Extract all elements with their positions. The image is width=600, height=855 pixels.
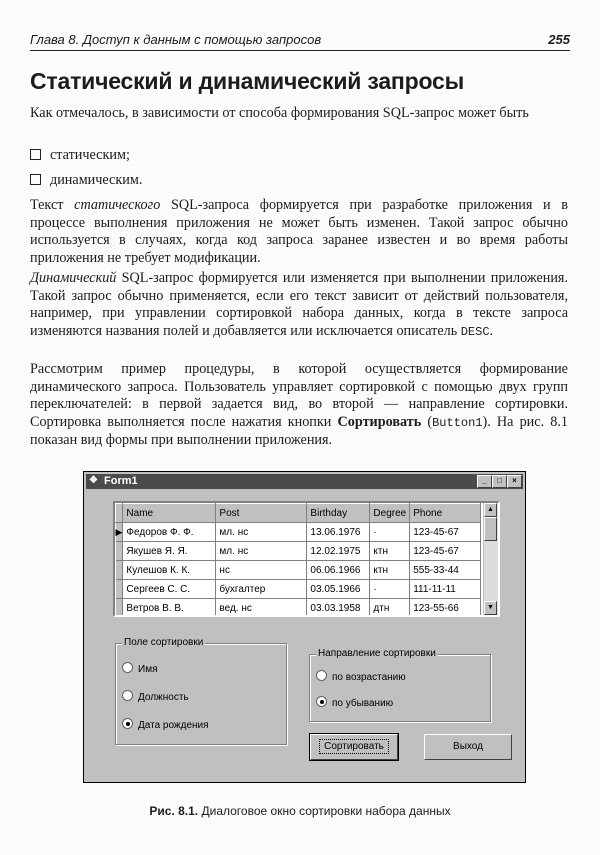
checkbox-bullet-icon bbox=[30, 149, 41, 160]
cell-post[interactable]: мл. нс bbox=[216, 523, 307, 542]
row-indicator bbox=[116, 599, 123, 618]
sort-field-group bbox=[115, 637, 287, 745]
row-indicator bbox=[116, 580, 123, 599]
table-row[interactable] bbox=[116, 561, 481, 580]
text-run: Рассмотрим пример процедуры, в которой осуществляется формирование динамического запроса. Пользователь управляет сортировкой с помощью двух групп переключателей: в первой задается вид, во второй — направление сортировки. Сортировка выполняется после нажатия кнопки bbox=[30, 361, 568, 430]
cell-name[interactable]: Ветров В. В. bbox=[123, 599, 216, 618]
cell-birthday[interactable]: 06.06.1966 bbox=[307, 561, 370, 580]
table-row[interactable] bbox=[116, 580, 481, 599]
row-indicator bbox=[116, 542, 123, 561]
column-header-birthday[interactable]: Birthday bbox=[307, 504, 370, 523]
app-icon: ❖ bbox=[89, 475, 98, 486]
maximize-button[interactable]: □ bbox=[492, 475, 507, 488]
window-title: Form1 bbox=[104, 475, 138, 487]
cell-birthday[interactable]: 12.02.1975 bbox=[307, 542, 370, 561]
cell-birthday[interactable]: 03.03.1958 bbox=[307, 599, 370, 618]
sort-direction-group bbox=[309, 648, 491, 722]
cell-degree[interactable]: · bbox=[370, 523, 410, 542]
cell-birthday[interactable]: 13.06.1976 bbox=[307, 523, 370, 542]
cell-birthday[interactable]: 03.05.1966 bbox=[307, 580, 370, 599]
table-row[interactable] bbox=[116, 523, 481, 542]
cell-phone[interactable]: 123-45-67 bbox=[410, 542, 481, 561]
column-header-degree[interactable]: Degree bbox=[370, 504, 410, 523]
text-run: ). На рис. 8.1 показан вид формы при выполнении приложения. bbox=[30, 413, 568, 448]
radio-label: Должность bbox=[138, 692, 189, 703]
text-run: ( bbox=[421, 413, 433, 430]
radio-sort-post[interactable] bbox=[122, 690, 189, 703]
scroll-down-icon[interactable]: ▼ bbox=[484, 601, 497, 615]
data-grid[interactable] bbox=[113, 501, 500, 617]
radio-selected-icon bbox=[316, 696, 327, 707]
radio-label: Дата рождения bbox=[138, 720, 209, 731]
cell-post[interactable]: бухгалтер bbox=[216, 580, 307, 599]
sort-direction-legend: Направление сортировки bbox=[318, 648, 436, 659]
intro-paragraph: Как отмечалось, в зависимости от способа формирования SQL-запрос может быть bbox=[30, 105, 529, 121]
chapter-title: Глава 8. Доступ к данным с помощью запросов bbox=[30, 32, 322, 47]
cell-degree[interactable]: ктн bbox=[370, 542, 410, 561]
vertical-scrollbar[interactable] bbox=[483, 503, 498, 615]
radio-selected-icon bbox=[122, 718, 133, 729]
grid-table bbox=[115, 503, 481, 617]
bullet-dynamic-text: динамическим. bbox=[50, 172, 143, 188]
section-heading: Статический и динамический запросы bbox=[30, 68, 465, 94]
strong-text: Сортировать bbox=[337, 413, 422, 430]
text-run: SQL-запроса формируется при разработке приложения и в процессе выполнения приложения не может быть изменен. Такой запрос обычно используется в случаях, когда код запроса заранее известен и во время работы приложения не требует модификации. bbox=[30, 197, 568, 266]
cell-name[interactable]: Кулешов К. К. bbox=[123, 561, 216, 580]
scroll-up-icon[interactable]: ▲ bbox=[484, 503, 497, 517]
minimize-button[interactable]: _ bbox=[477, 475, 492, 488]
column-header-phone[interactable]: Phone bbox=[410, 504, 481, 523]
radio-icon bbox=[122, 690, 133, 701]
radio-sort-birthday[interactable] bbox=[122, 718, 209, 731]
text-run: . bbox=[489, 322, 494, 339]
cell-degree[interactable]: · bbox=[370, 580, 410, 599]
bullet-static bbox=[30, 147, 130, 164]
cell-degree[interactable]: ктн bbox=[370, 561, 410, 580]
table-row[interactable] bbox=[116, 542, 481, 561]
bullet-static-text: статическим; bbox=[50, 147, 130, 163]
exit-button-label: Выход bbox=[453, 741, 483, 752]
radio-ascending[interactable] bbox=[316, 670, 406, 683]
close-button[interactable]: × bbox=[507, 475, 522, 488]
sort-button-label: Сортировать bbox=[319, 739, 389, 754]
radio-icon bbox=[122, 662, 133, 673]
figure-caption-text: Диалоговое окно сортировки набора данных bbox=[198, 804, 451, 818]
form1-window bbox=[83, 471, 526, 783]
radio-label: по возрастанию bbox=[332, 672, 406, 683]
checkbox-bullet-icon bbox=[30, 174, 41, 185]
grid-header-row bbox=[116, 504, 481, 523]
page-number: 255 bbox=[548, 32, 570, 47]
code-inline: DESC bbox=[460, 324, 490, 339]
row-indicator bbox=[116, 561, 123, 580]
sort-button[interactable] bbox=[310, 734, 398, 760]
radio-label: по убыванию bbox=[332, 698, 394, 709]
code-inline: Button1 bbox=[432, 415, 483, 430]
paragraph-example bbox=[30, 361, 568, 450]
cell-name[interactable]: Федоров Ф. Ф. bbox=[123, 523, 216, 542]
paragraph-static-query bbox=[30, 197, 568, 267]
radio-sort-name[interactable] bbox=[122, 662, 157, 675]
cell-post[interactable]: мл. нс bbox=[216, 542, 307, 561]
table-row[interactable] bbox=[116, 599, 481, 618]
bullet-dynamic bbox=[30, 172, 142, 189]
figure-caption bbox=[0, 804, 600, 818]
cell-phone[interactable]: 111-11-11 bbox=[410, 580, 481, 599]
current-row-indicator-icon: ▶ bbox=[116, 523, 123, 542]
radio-descending[interactable] bbox=[316, 696, 393, 709]
radio-icon bbox=[316, 670, 327, 681]
running-header bbox=[30, 32, 570, 51]
grid-corner-cell bbox=[116, 504, 123, 523]
cell-phone[interactable]: 555-33-44 bbox=[410, 561, 481, 580]
radio-label: Имя bbox=[138, 664, 158, 675]
scroll-thumb[interactable] bbox=[484, 517, 497, 541]
column-header-post[interactable]: Post bbox=[216, 504, 307, 523]
emphasis: статического bbox=[74, 197, 161, 213]
cell-name[interactable]: Сергеев С. С. bbox=[123, 580, 216, 599]
cell-post[interactable]: вед. нс bbox=[216, 599, 307, 618]
emphasis: Динамический bbox=[30, 270, 117, 286]
cell-name[interactable]: Якушев Я. Я. bbox=[123, 542, 216, 561]
text-run: SQL-запрос формируется или изменяется при выполнении приложения. Такой запрос обычно применяется, если его текст зависит от действий пользователя, например, при управлении сортировкой набора данных, когда в тексте запроса изменяются названия полей и добавляется или исключается описатель bbox=[30, 270, 568, 339]
paragraph-dynamic-query bbox=[30, 270, 568, 341]
cell-phone[interactable]: 123-55-66 bbox=[410, 599, 481, 618]
title-bar[interactable] bbox=[86, 474, 523, 489]
sort-field-legend: Поле сортировки bbox=[124, 637, 204, 648]
text-run: Текст bbox=[30, 197, 75, 213]
figure-label: Рис. 8.1. bbox=[149, 804, 199, 818]
cell-post[interactable]: нс bbox=[216, 561, 307, 580]
cell-phone[interactable]: 123-45-67 bbox=[410, 523, 481, 542]
cell-degree[interactable]: дтн bbox=[370, 599, 410, 618]
column-header-name[interactable]: Name bbox=[123, 504, 216, 523]
exit-button[interactable] bbox=[424, 734, 512, 760]
